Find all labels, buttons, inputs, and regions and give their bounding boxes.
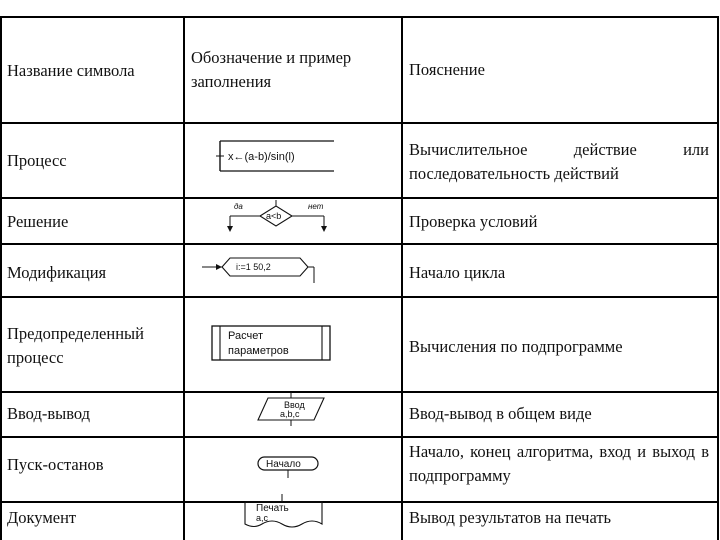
- decision-no-label: нет: [308, 202, 324, 211]
- row-document-explanation: Вывод результатов на печать: [409, 508, 612, 527]
- row-divider-6: [0, 501, 719, 503]
- start-stop-symbol: [256, 448, 320, 478]
- row-modification-name: Модификация: [7, 263, 107, 282]
- predefined-process-symbol: [210, 322, 332, 364]
- row-divider-3: [0, 296, 719, 298]
- row-input-output-name: Ввод-вывод: [7, 404, 91, 423]
- row-divider-5: [0, 436, 719, 438]
- input-output-line2: a,b,c: [280, 409, 300, 419]
- row-start-stop-name: Пуск-останов: [7, 455, 104, 474]
- decision-yes-label: да: [234, 202, 243, 211]
- row-process-explanation: Вычислительное действие или последовательность действий: [409, 140, 709, 183]
- predefined-process-line1: Расчет: [228, 330, 263, 342]
- column-divider-2: [401, 16, 403, 540]
- row-process-name: Процесс: [7, 151, 67, 170]
- document-line2: a,c: [256, 513, 269, 523]
- table-border-top: [0, 16, 719, 18]
- row-divider-4: [0, 391, 719, 393]
- row-divider-header: [0, 122, 719, 124]
- table-border-right: [717, 16, 719, 540]
- process-symbol: [216, 138, 334, 174]
- predefined-process-line2: параметров: [228, 345, 289, 357]
- document-line1: Печать: [256, 503, 289, 514]
- row-decision-name: Решение: [7, 212, 69, 231]
- row-start-stop-explanation: Начало, конец алгоритма, вход и выход в подпрограмму: [409, 442, 709, 485]
- row-predefined-process-explanation: Вычисления по подпрограмме: [409, 337, 623, 356]
- decision-symbol-text: a<b: [266, 211, 282, 221]
- row-predefined-process-name: Предопределенный процесс: [7, 324, 144, 367]
- row-divider-2: [0, 243, 719, 245]
- start-stop-symbol-text: Начало: [266, 459, 301, 470]
- header-explanation: Пояснение: [409, 60, 485, 79]
- table-border-left: [0, 16, 2, 540]
- header-symbol-name: Название символа: [7, 61, 135, 80]
- decision-symbol: [224, 200, 332, 234]
- modification-symbol: [202, 255, 318, 287]
- row-divider-1: [0, 197, 719, 199]
- input-output-symbol: [256, 392, 326, 426]
- row-modification-explanation: Начало цикла: [409, 263, 506, 282]
- document-symbol: [242, 494, 328, 534]
- row-input-output-explanation: Ввод-вывод в общем виде: [409, 404, 592, 423]
- header-symbol-notation: Обозначение и пример заполнения: [191, 48, 352, 91]
- row-decision-explanation: Проверка условий: [409, 212, 538, 231]
- process-symbol-text: x←(a-b)/sin(l): [228, 151, 295, 163]
- row-document-name: Документ: [7, 508, 77, 527]
- column-divider-1: [183, 16, 185, 540]
- input-output-line1: Ввод: [284, 400, 305, 410]
- modification-symbol-text: i:=1 50,2: [236, 262, 271, 272]
